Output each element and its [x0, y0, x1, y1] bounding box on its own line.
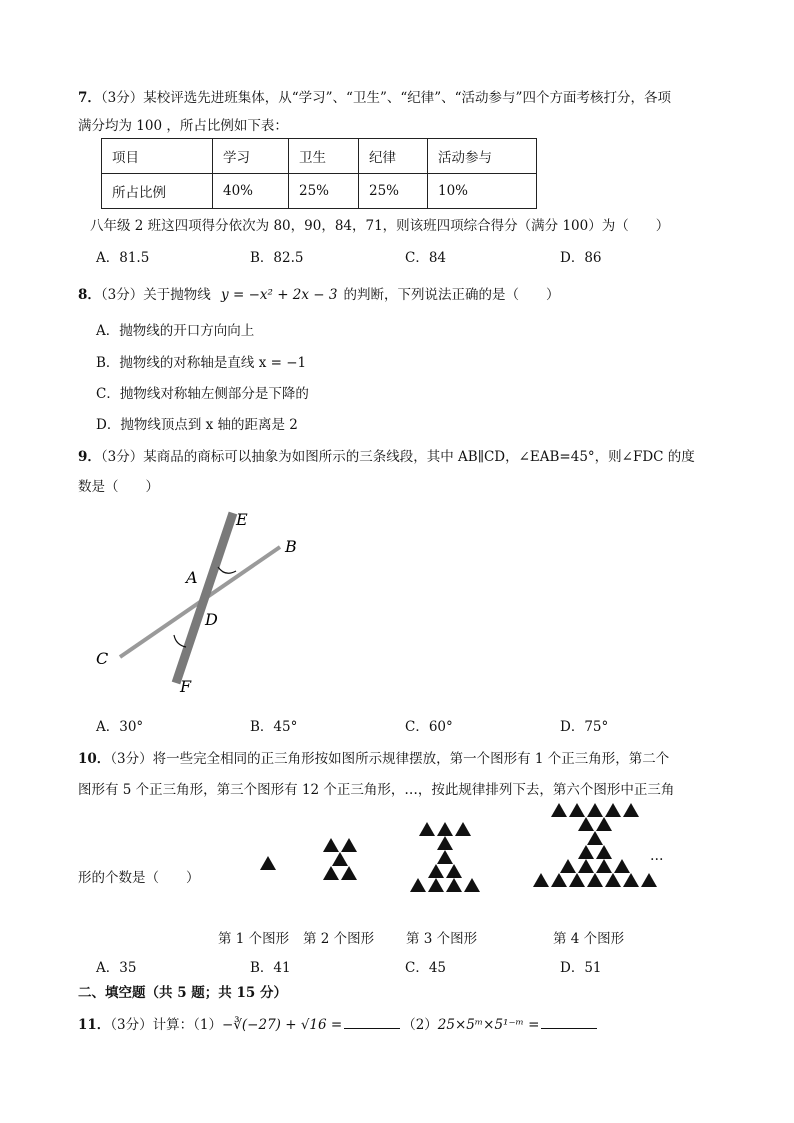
q11-stem-text: 计算：（1） [152, 1017, 222, 1033]
table-cell: 所占比例 [102, 174, 213, 209]
table-cell: 学习 [213, 139, 289, 174]
pattern-ellipsis: … [650, 848, 664, 864]
table-row [102, 174, 537, 209]
triangle-icon [437, 822, 453, 836]
triangle-icon [605, 803, 621, 817]
q9-option-c[interactable]: C．60° [405, 719, 453, 735]
caption-figure-4: 第 4 个图形 [553, 931, 625, 947]
caption-figure-1: 第 1 个图形 [218, 931, 290, 947]
q8-option-a[interactable]: A．抛物线的开口方向向上 [96, 323, 255, 339]
angle-arc-eab [218, 567, 236, 573]
pattern-figure-3 [409, 822, 481, 892]
triangle-icon [341, 866, 357, 880]
q9-stem-2: 数是（ ） [78, 479, 159, 495]
q11-part-2: （2） [402, 1017, 438, 1033]
triangle-icon [551, 803, 567, 817]
triangle-icon [419, 822, 435, 836]
label-f: F [180, 677, 192, 696]
q10-option-c[interactable]: C．45 [405, 960, 447, 976]
q9-option-a[interactable]: A．30° [96, 719, 144, 735]
q9-stem-1: 某商品的商标可以抽象为如图所示的三条线段，其中 AB∥CD，∠EAB=45°，则∠FDC 的度 [143, 449, 695, 465]
q10-option-b[interactable]: B．41 [250, 960, 291, 976]
triangle-icon [551, 873, 567, 887]
label-d: D [205, 610, 218, 629]
q7-number: 7． [78, 90, 101, 106]
pattern-figure-4 [532, 803, 658, 887]
q10-number: 10． [78, 751, 111, 767]
triangle-icon [464, 878, 480, 892]
q10-stem-2: 图形有 5 个正三角形，第三个图形有 12 个正三角形，…，按此规律排列下去，第六个图形中正三角 [78, 782, 675, 798]
q11-answer-blank-1[interactable] [344, 1016, 400, 1029]
table-cell: 10% [428, 174, 537, 209]
triangle-icon [446, 878, 462, 892]
q8-option-b[interactable]: B．抛物线的对称轴是直线 x = −1 [96, 355, 307, 371]
section-title: 二、填空题（共 5 题；共 15 分） [78, 985, 287, 1001]
triangle-icon [260, 856, 276, 870]
pattern-figure-1 [259, 856, 277, 870]
pattern-figure-2 [322, 838, 358, 880]
triangle-icon [569, 873, 585, 887]
q7-stem-2: 满分均为 100 ，所占比例如下表： [78, 118, 288, 134]
table-cell: 40% [213, 174, 289, 209]
q9-line1 [78, 445, 695, 465]
label-c: C [96, 649, 109, 668]
triangle-icon [623, 803, 639, 817]
triangle-icon [428, 864, 444, 878]
q9-number: 9． [78, 449, 101, 465]
q7-option-a[interactable]: A．81.5 [96, 250, 150, 266]
q10-stem-3: 形的个数是（ ） [78, 870, 200, 886]
q11-expr-1: −∛(−27) + √16 = [221, 1017, 343, 1033]
q8-number: 8． [78, 287, 101, 303]
q8-formula: y = −x² + 2x − 3 [221, 287, 338, 303]
table-cell: 25% [289, 174, 359, 209]
q11-stem [78, 1013, 599, 1033]
triangle-icon [605, 873, 621, 887]
triangle-icon [533, 873, 549, 887]
table-cell: 卫生 [289, 139, 359, 174]
triangle-icon [614, 859, 630, 873]
table-cell: 项目 [102, 139, 213, 174]
q9-option-b[interactable]: B．45° [250, 719, 298, 735]
triangle-icon [578, 817, 594, 831]
q8-stem [78, 283, 559, 303]
table-row [102, 139, 537, 174]
q11-score: （3分） [110, 1017, 153, 1033]
triangle-icon [332, 852, 348, 866]
q7-line1 [78, 86, 671, 106]
q8-stem-post: 的判断，下列说法正确的是（ ） [343, 287, 560, 303]
triangle-icon [428, 878, 444, 892]
triangle-icon [587, 831, 603, 845]
triangle-icon [455, 822, 471, 836]
triangle-icon [596, 817, 612, 831]
q10-option-a[interactable]: A．35 [96, 960, 137, 976]
line-ef [176, 513, 233, 683]
table-cell: 纪律 [359, 139, 428, 174]
triangle-icon [569, 803, 585, 817]
label-b: B [285, 537, 297, 556]
triangle-icon [596, 845, 612, 859]
q7-stem-1: 某校评选先进班集体，从“学习”、“卫生”、“纪律”、“活动参与”四个方面考核打分，各项 [143, 90, 671, 106]
triangle-icon [437, 850, 453, 864]
q8-stem-pre: 关于抛物线 [143, 287, 211, 303]
q10-stem-1: 将一些完全相同的正三角形按如图所示规律摆放，第一个图形有 1 个正三角形，第二个 [152, 751, 670, 767]
q7-score: （3分） [100, 90, 144, 106]
q8-score: （3分） [100, 287, 144, 303]
ratio-table [101, 138, 537, 209]
triangle-icon [641, 873, 657, 887]
table-cell: 25% [359, 174, 428, 209]
triangle-icon [437, 836, 453, 850]
triangle-icon [323, 866, 339, 880]
label-a: A [186, 568, 198, 587]
q7-option-b[interactable]: B．82.5 [250, 250, 304, 266]
q7-stem-3: 八年级 2 班这四项得分依次为 80，90，84，71，则该班四项综合得分（满分 100）为（ ） [90, 218, 670, 234]
q10-line1 [78, 747, 669, 767]
q7-option-c[interactable]: C．84 [405, 250, 447, 266]
triangle-icon [560, 859, 576, 873]
q8-option-c[interactable]: C．抛物线对称轴左侧部分是下降的 [96, 386, 309, 402]
triangle-icon [578, 859, 594, 873]
q11-answer-blank-2[interactable] [541, 1016, 597, 1029]
q9-option-d[interactable]: D．75° [560, 719, 609, 735]
triangle-icon [341, 838, 357, 852]
triangle-icon [587, 873, 603, 887]
table-cell: 活动参与 [428, 139, 537, 174]
q7-option-d[interactable]: D．86 [560, 250, 602, 266]
triangle-icon [596, 859, 612, 873]
caption-figure-2: 第 2 个图形 [303, 931, 375, 947]
q8-option-d[interactable]: D．抛物线顶点到 x 轴的距离是 2 [96, 417, 298, 433]
q9-figure [90, 505, 320, 705]
q11-expr-2: 25×5ᵐ×5¹⁻ᵐ = [437, 1017, 540, 1033]
label-e: E [236, 510, 248, 529]
triangle-icon [410, 878, 426, 892]
triangle-icon [578, 845, 594, 859]
q9-score: （3分） [100, 449, 144, 465]
caption-figure-3: 第 3 个图形 [406, 931, 478, 947]
q10-option-d[interactable]: D．51 [560, 960, 602, 976]
triangle-icon [323, 838, 339, 852]
q11-number: 11． [78, 1017, 111, 1033]
triangle-icon [623, 873, 639, 887]
q10-score: （3分） [110, 751, 153, 767]
triangle-icon [446, 864, 462, 878]
triangle-icon [587, 803, 603, 817]
